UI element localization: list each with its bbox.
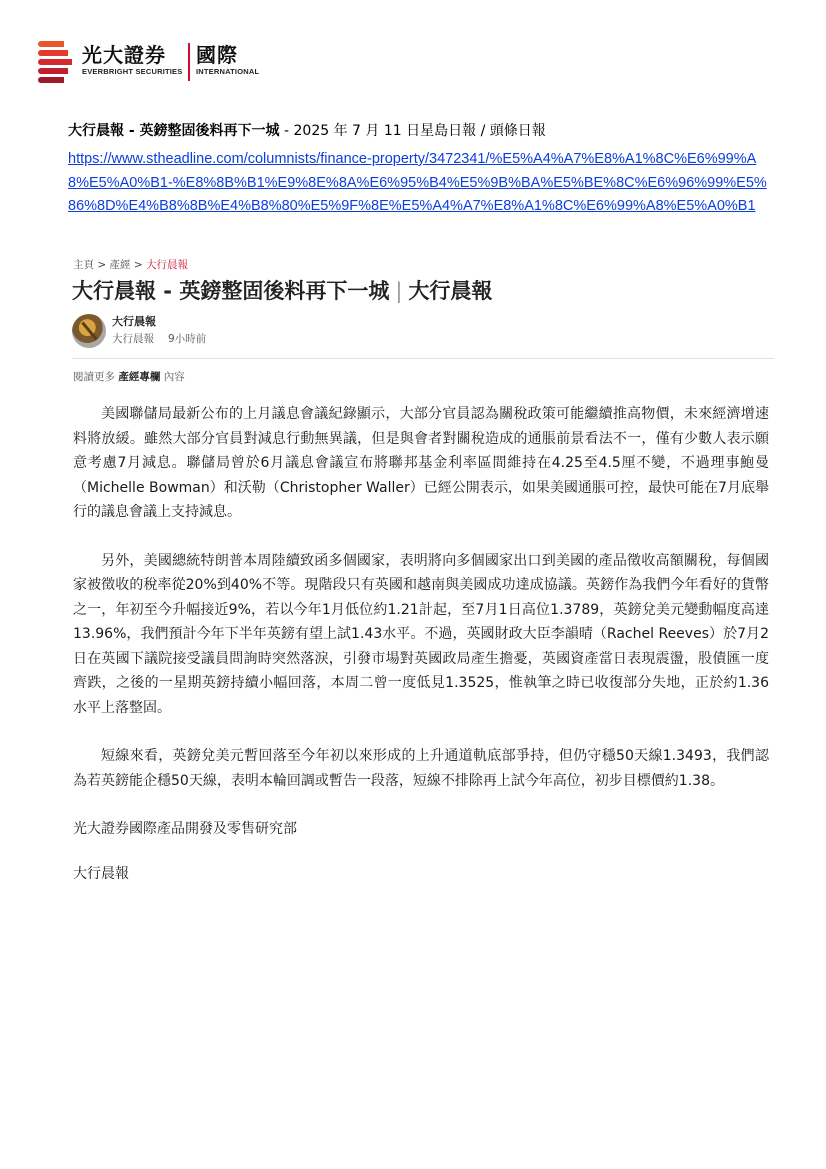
read-more-suffix: 內容	[163, 371, 185, 383]
header-divider	[72, 358, 774, 359]
breadcrumb-section[interactable]: 產經	[109, 259, 131, 271]
article-body	[73, 402, 769, 817]
author-name[interactable]: 大行晨報	[112, 315, 156, 328]
avatar[interactable]	[72, 314, 106, 348]
signature-department: 光大證券國際產品開發及零售研究部	[73, 821, 297, 837]
article-title-main: 大行晨報 - 英鎊整固後料再下一城	[72, 279, 390, 303]
breadcrumb-home[interactable]: 主頁	[73, 259, 94, 271]
breadcrumb-separator: >	[133, 259, 143, 271]
title-separator: |	[395, 279, 403, 303]
source-url-link[interactable]: https://www.stheadline.com/columnists/finance-property/3472341/%E5%A4%A7%E8%A1%8C%E6%99%A8%E5%A0%B1-%E8%8B%B1%E9%8E%8A%E6%95%B4%E5%9B%BA%E5%BE%8C%E6%96%99%E5%86%8D%E4%B8%8B%E4%B8%80%E5%9F%8E%E5%A4%A7%E8%A1%8C%E6%99%A8%E5%A0%B1	[68, 151, 767, 214]
read-more-column-link[interactable]: 產經專欄	[118, 371, 161, 383]
headline-bold: 大行晨報 - 英鎊整固後料再下一城	[68, 123, 280, 139]
company-logo	[38, 40, 259, 84]
breadcrumb	[73, 257, 188, 272]
logo-cn-right: 國際	[195, 43, 238, 67]
logo-en-left: EVERBRIGHT SECURITIES	[82, 67, 183, 76]
read-more-prefix: 閱讀更多	[73, 371, 115, 383]
article-paragraph: 另外，美國總統特朗普本周陸續致函多個國家，表明將向多個國家出口到美國的產品徵收高額關稅，每個國家被徵收的稅率從20%到40%不等。現階段只有英國和越南與美國成功達成協議。英鎊作為我們今年看好的貨幣之一，年初至今升幅接近9%，若以今年1月低位約1.21計起，至7月1日高位1.3789，英鎊兌美元變動幅度高達13.96%，我們預計今年下半年英鎊有望上試1.43水平。不過，英國財政大臣李韻晴（Rachel Reeves）於7月2日在英國下議院接受議員問詢時突然落淚，引發市場對英國政局產生擔憂，英國資產當日表現震盪，股債匯一度齊跌，之後的一星期英鎊持續小幅回落，本周二曾一度低見1.3525，惟執筆之時已收復部分失地，正於約1.36水平上落整固。	[73, 552, 769, 716]
article-title	[72, 275, 492, 305]
author-column-label: 大行晨報	[112, 333, 154, 345]
publish-time: 9小時前	[168, 333, 207, 345]
logo-cn-left: 光大證券	[82, 43, 166, 67]
author-block	[72, 314, 206, 348]
article-paragraph: 短線來看，英鎊兌美元暫回落至今年初以來形成的上升通道軌底部爭持，但仍守穩50天線1.3493，我們認為若英鎊能企穩50天線，表明本輪回調或暫告一段落，短線不排除再上試今年高位，初步目標價約1.38。	[73, 748, 769, 789]
article-paragraph: 美國聯儲局最新公布的上月議息會議紀錄顯示，大部分官員認為關稅政策可能繼續推高物價，未來經濟增速料將放緩。雖然大部分官員對減息行動無異議，但是與會者對關稅造成的通脹前景看法不一，僅有少數人表示願意考慮7月減息。聯儲局曾於6月議息會議宣布將聯邦基金利率區間維持在4.25至4.5厘不變，不過理事鮑曼（Michelle Bowman）和沃勒（Christopher Waller）已經公開表示，如果美國通脹可控，最快可能在7月底舉行的議息會議上支持減息。	[73, 406, 769, 520]
headline-source: - 2025 年 7 月 11 日星島日報 / 頭條日報	[279, 123, 546, 139]
breadcrumb-current[interactable]: 大行晨報	[146, 259, 188, 271]
article-title-column: 大行晨報	[408, 279, 493, 303]
source-headline	[68, 121, 546, 141]
logo-en-right: INTERNATIONAL	[195, 67, 260, 76]
breadcrumb-separator: >	[97, 259, 107, 271]
read-more-line	[73, 369, 185, 384]
signature-name: 大行晨報	[73, 866, 129, 882]
everbright-mark-icon	[38, 41, 72, 83]
logo-divider	[188, 43, 190, 81]
